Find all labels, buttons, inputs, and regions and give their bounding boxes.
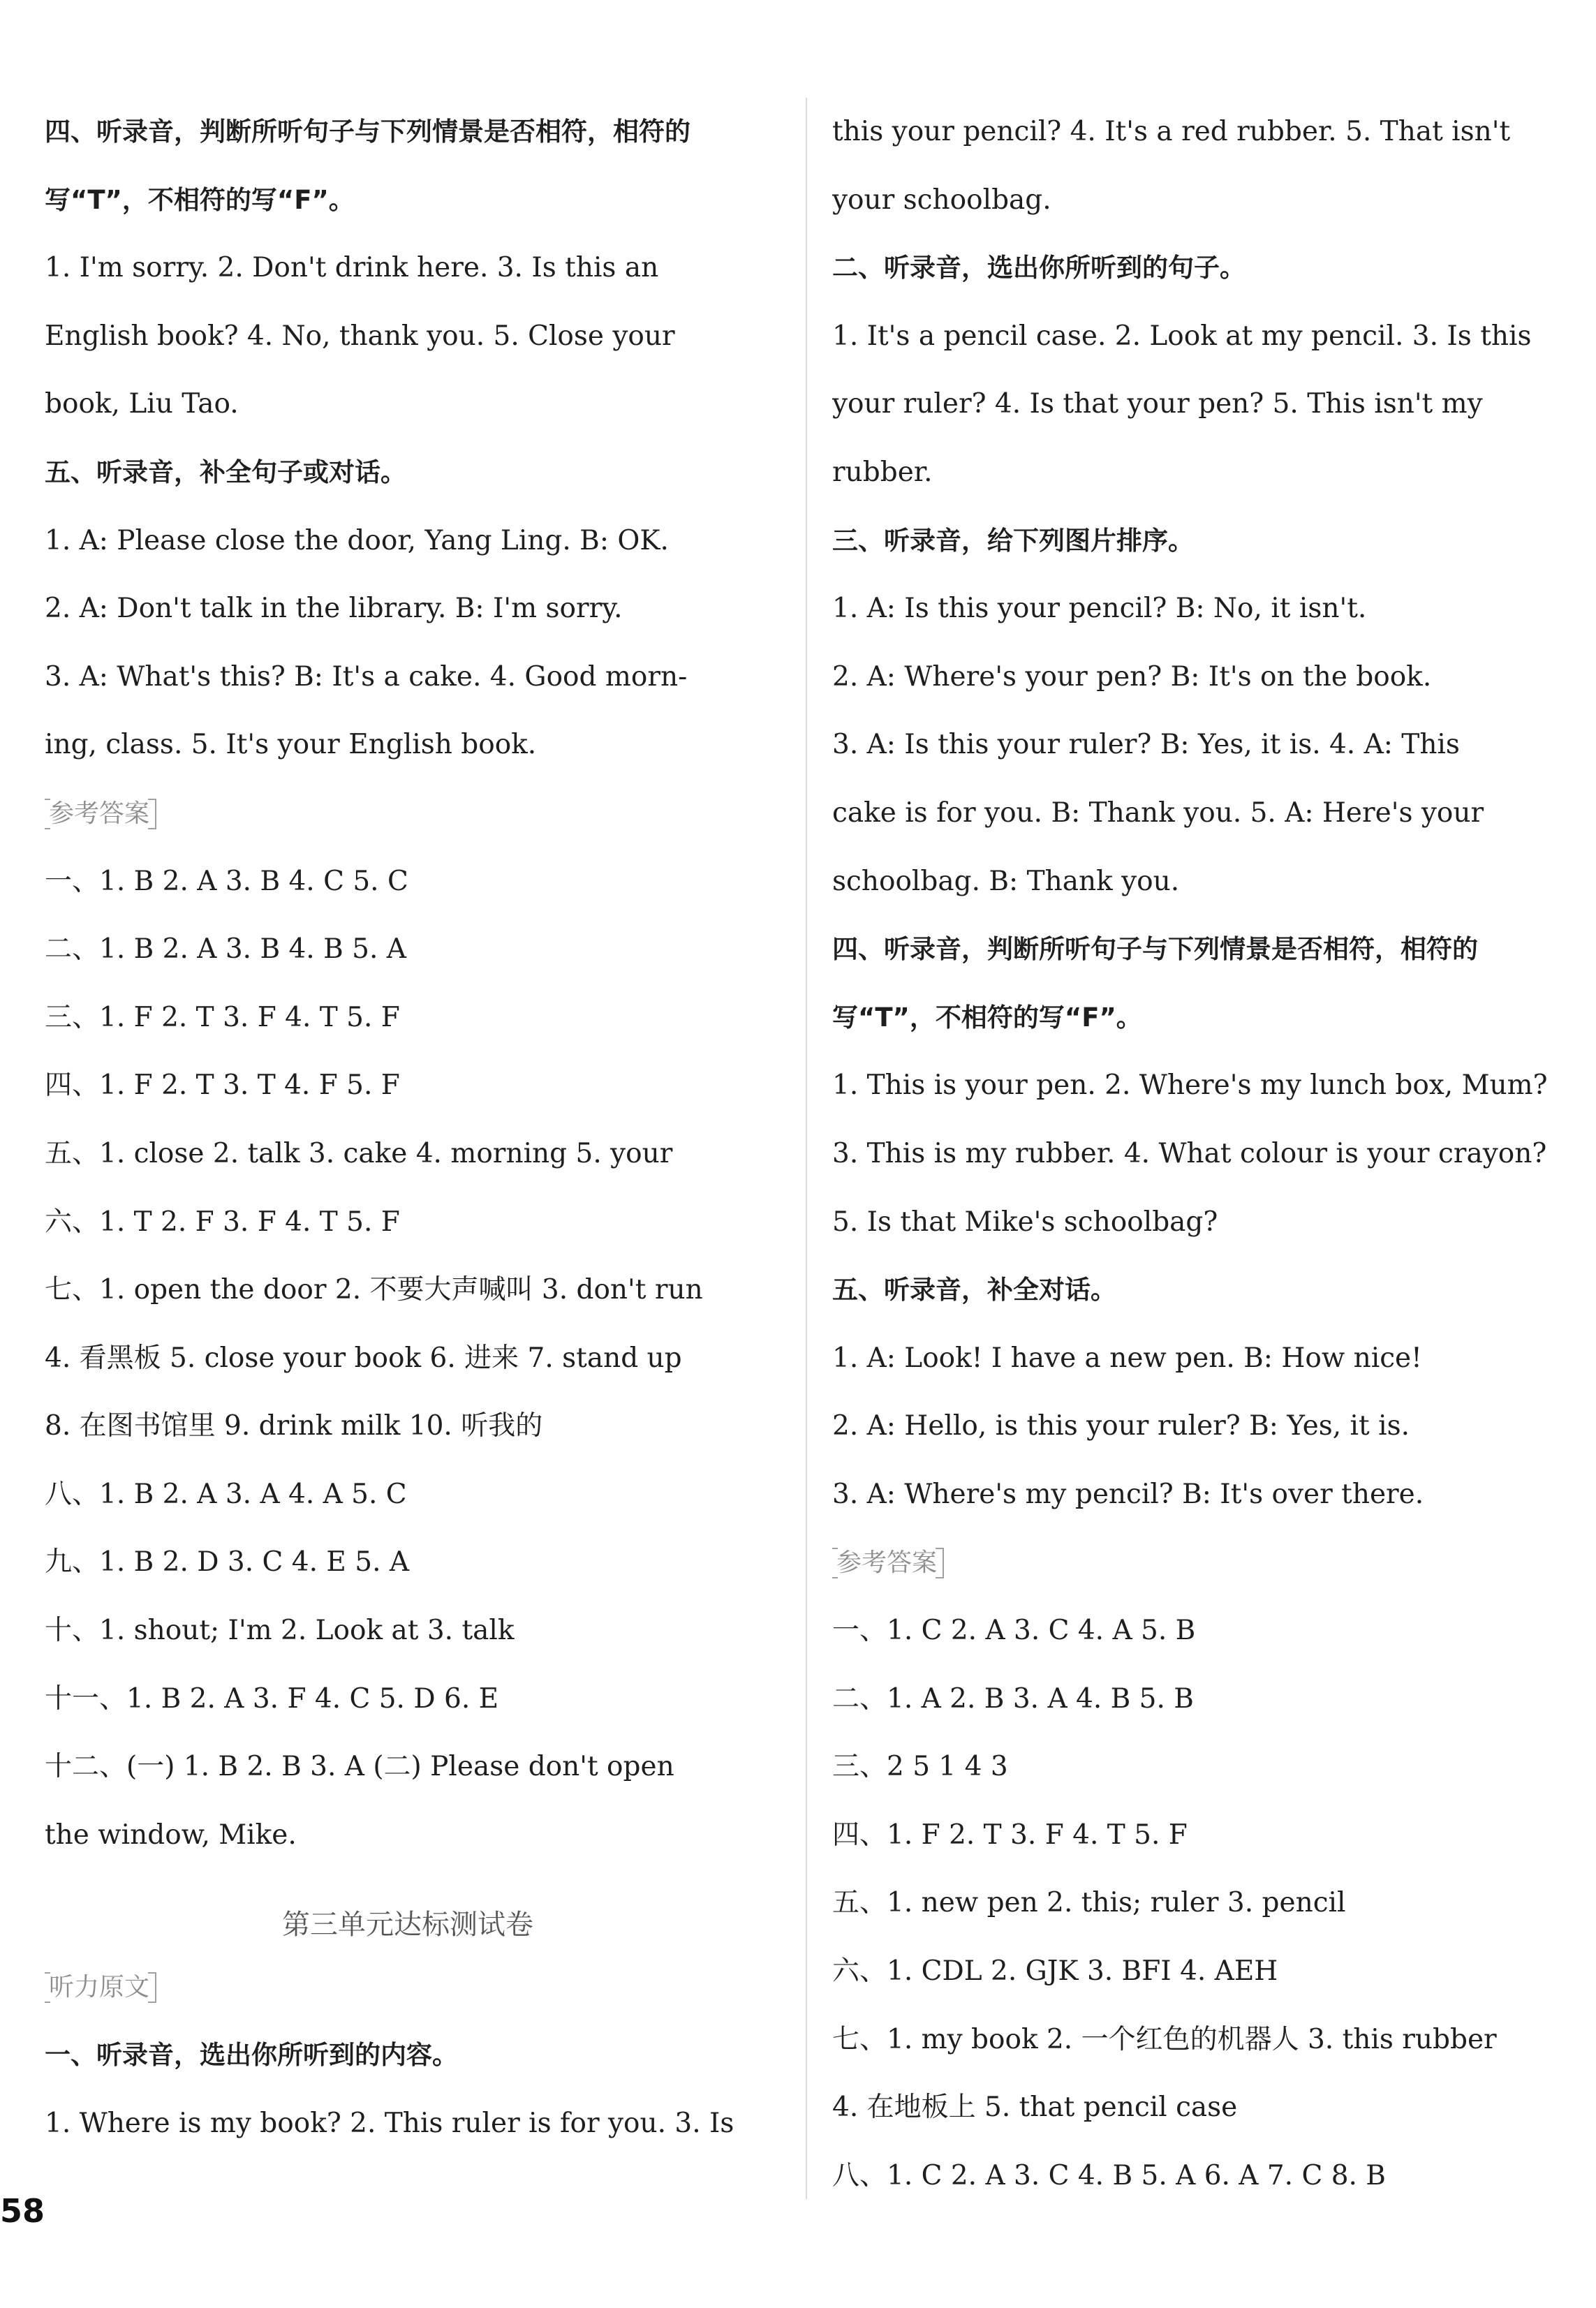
left-line: 八、1. B 2. A 3. A 4. A 5. C [45,1478,407,1510]
right-line: 五、1. new pen 2. this; ruler 3. pencil [832,1887,1346,1919]
left-heading: 写“T”，不相符的写“F”。 [45,184,355,215]
right-line: 1. This is your pen. 2. Where's my lunch box, Mum? [832,1070,1548,1102]
right-line: schoolbag. B: Thank you. [832,865,1180,897]
right-line: your schoolbag. [832,184,1051,216]
right-line: cake is for you. B: Thank you. 5. A: Here's your [832,797,1484,829]
right-heading: 二、听录音，选出你所听到的句子。 [832,253,1246,283]
right-line: 5. Is that Mike's schoolbag? [832,1206,1218,1238]
left-line: 一、1. B 2. A 3. B 4. C 5. C [45,865,408,897]
right-line: 六、1. CDL 2. GJK 3. BFI 4. AEH [832,1955,1278,1988]
left-line: 九、1. B 2. D 3. C 4. E 5. A [45,1546,410,1578]
right-heading: 四、听录音，判断所听句子与下列情景是否相符，相符的 [832,934,1478,965]
left-column [45,98,771,2157]
left-line: 六、1. T 2. F 3. F 4. T 5. F [45,1206,400,1238]
right-line [832,1528,1558,1597]
left-line [45,1953,771,2021]
left-line [45,779,771,848]
left-line: ing, class. 5. It's your English book. [45,729,537,761]
right-line: 1. A: Look! I have a new pen. B: How nice! [832,1342,1422,1374]
right-line: 3. A: Where's my pencil? B: It's over there. [832,1478,1424,1510]
right-line: 二、1. A 2. B 3. A 4. B 5. B [832,1682,1194,1715]
right-line: 3. This is my rubber. 4. What colour is your crayon? [832,1137,1547,1169]
left-line: 十、1. shout; I'm 2. Look at 3. talk [45,1615,515,1647]
left-line: 1. Where is my book? 2. This ruler is for you. 3. Is [45,2107,734,2139]
right-line: 1. A: Is this your pencil? B: No, it isn't. [832,593,1367,625]
left-line: 三、1. F 2. T 3. F 4. T 5. F [45,1001,400,1033]
right-line: 四、1. F 2. T 3. F 4. T 5. F [832,1819,1188,1851]
section-tag: 听力原文 [45,1969,154,2006]
right-line: 2. A: Where's your pen? B: It's on the book. [832,660,1432,693]
right-line: 2. A: Hello, is this your ruler? B: Yes, it is. [832,1410,1410,1442]
left-line: 2. A: Don't talk in the library. B: I'm sorry. [45,593,623,625]
left-heading: 一、听录音，选出你所听到的内容。 [45,2040,458,2071]
left-heading: 五、听录音，补全句子或对话。 [45,457,406,487]
left-line: 二、1. B 2. A 3. B 4. B 5. A [45,933,406,966]
right-line: 一、1. C 2. A 3. C 4. A 5. B [832,1615,1196,1647]
right-line: 3. A: Is this your ruler? B: Yes, it is. 4. A: This [832,729,1460,761]
left-line: 五、1. close 2. talk 3. cake 4. morning 5. your [45,1137,673,1169]
right-line: 4. 在地板上 5. that pencil case [832,2092,1238,2124]
right-line: rubber. [832,456,933,488]
right-line: 1. It's a pencil case. 2. Look at my pencil. 3. Is this [832,320,1532,352]
left-line: 十一、1. B 2. A 3. F 4. C 5. D 6. E [45,1682,499,1715]
left-line: book, Liu Tao. [45,388,239,420]
left-line: 1. I'm sorry. 2. Don't drink here. 3. Is this an [45,252,659,284]
left-line: 4. 看黑板 5. close your book 6. 进来 7. stand up [45,1342,682,1374]
section-tag: 参考答案 [832,1545,941,1581]
left-line: English book? 4. No, thank you. 5. Close your [45,320,675,352]
right-line: this your pencil? 4. It's a red rubber. 5. That isn't [832,116,1511,147]
left-heading: 四、听录音，判断所听句子与下列情景是否相符，相符的 [45,117,690,147]
left-line: 七、1. open the door 2. 不要大声喊叫 3. don't run [45,1274,703,1306]
left-line: 1. A: Please close the door, Yang Ling. B: OK. [45,524,669,556]
right-column [832,98,1558,2210]
left-line: 3. A: What's this? B: It's a cake. 4. Good morn- [45,660,688,693]
column-divider [806,98,807,2199]
section-title: 第三单元达标测试卷 [282,1909,533,1941]
left-line: 四、1. F 2. T 3. T 4. F 5. F [45,1070,400,1102]
right-line: your ruler? 4. Is that your pen? 5. This isn't my [832,388,1483,420]
left-line: 8. 在图书馆里 9. drink milk 10. 听我的 [45,1410,543,1442]
page-number: 58 [0,2192,45,2230]
section-tag: 参考答案 [45,796,154,832]
right-line: 七、1. my book 2. 一个红色的机器人 3. this rubber [832,2023,1497,2055]
right-heading: 写“T”，不相符的写“F”。 [832,1002,1142,1033]
right-heading: 五、听录音，补全对话。 [832,1275,1116,1305]
left-line: 十二、(一) 1. B 2. B 3. A (二) Please don't open [45,1751,674,1783]
right-heading: 三、听录音，给下列图片排序。 [832,525,1194,556]
left-line: the window, Mike. [45,1819,297,1851]
right-line: 八、1. C 2. A 3. C 4. B 5. A 6. A 7. C 8. B [832,2159,1386,2191]
right-line: 三、2 5 1 4 3 [832,1751,1008,1783]
